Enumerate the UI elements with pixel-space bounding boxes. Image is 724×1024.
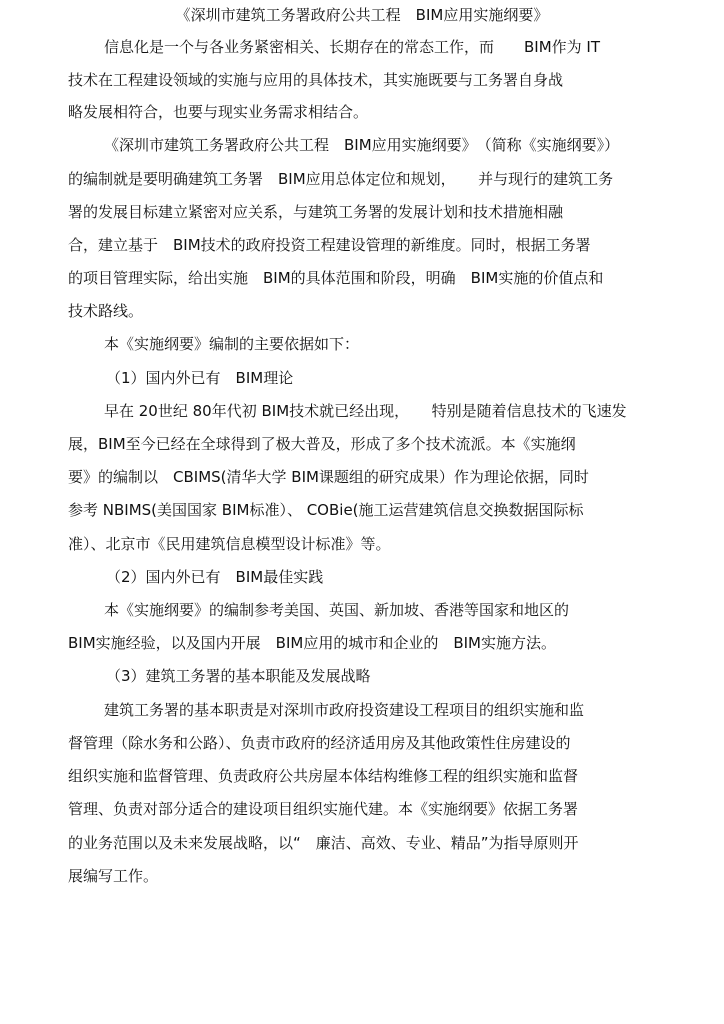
paragraph-line: 略发展相符合，也要与现实业务需求相结合。 (68, 103, 369, 121)
paragraph-line: 技术在工程建设领域的实施与应用的具体技术，其实施既要与工务署自身战 (68, 71, 564, 89)
section-heading: （1）国内外已有 BIM理论 (106, 369, 294, 387)
paragraph-line: 参考 NBIMS(美国国家 BIM标准）、 COBie(施工运营建筑信息交换数据国际标 (68, 501, 584, 519)
paragraph-line: 展，BIM至今已经在全球得到了极大普及，形成了多个技术流派。本《实施纲 (68, 435, 576, 453)
section-heading: （2）国内外已有 BIM最佳实践 (106, 568, 324, 586)
paragraph-line: 要》的编制以 CBIMS(清华大学 BIM课题组的研究成果）作为理论依据，同时 (68, 468, 589, 486)
paragraph-line: 展编写工作。 (68, 867, 159, 885)
paragraph-line: 建筑工务署的基本职责是对深圳市政府投资建设工程项目的组织实施和监 (104, 701, 585, 719)
paragraph-line: 技术路线。 (68, 302, 144, 320)
paragraph-line: 合，建立基于 BIM技术的政府投资工程建设管理的新维度。同时，根据工务署 (68, 236, 591, 254)
paragraph-line: 本《实施纲要》的编制参考美国、英国、新加坡、香港等国家和地区的 (104, 601, 570, 619)
paragraph-line: 管理、负责对部分适合的建设项目组织实施代建。本《实施纲要》依据工务署 (68, 800, 579, 818)
paragraph-line: 的编制就是要明确建筑工务署 BIM应用总体定位和规划， 并与现行的建筑工务 (68, 170, 614, 188)
paragraph-line: 署的发展目标建立紧密对应关系，与建筑工务署的发展计划和技术措施相融 (68, 203, 564, 221)
paragraph-line: 准）、北京市《民用建筑信息模型设计标准》等。 (68, 535, 391, 553)
section-heading: （3）建筑工务署的基本职能及发展战略 (106, 667, 371, 685)
paragraph-line: 的项目管理实际，给出实施 BIM的具体范围和阶段，明确 BIM实施的价值点和 (68, 269, 604, 287)
paragraph-line: 本《实施纲要》编制的主要依据如下： (104, 335, 360, 353)
paragraph-line: 的业务范围以及未来发展战略，以“ 廉洁、高效、专业、精品”为指导原则开 (68, 834, 579, 852)
paragraph-line: 《深圳市建筑工务署政府公共工程 BIM应用实施纲要》 （简称《实施纲要》） (104, 136, 620, 154)
document-title: 《深圳市建筑工务署政府公共工程 BIM应用实施纲要》 (175, 6, 549, 24)
paragraph-line: 督管理（除水务和公路）、负责市政府的经济适用房及其他政策性住房建设的 (68, 734, 571, 752)
paragraph-line: 早在 20世纪 80年代初 BIM技术就已经出现， 特别是随着信息技术的飞速发 (104, 402, 627, 420)
paragraph-line: 组织实施和监督管理、负责政府公共房屋本体结构维修工程的组织实施和监督 (68, 767, 579, 785)
paragraph-line: 信息化是一个与各业务紧密相关、长期存在的常态工作，而 BIM作为 IT (104, 38, 601, 56)
paragraph-line: BIM实施经验，以及国内开展 BIM应用的城市和企业的 BIM实施方法。 (68, 634, 556, 652)
